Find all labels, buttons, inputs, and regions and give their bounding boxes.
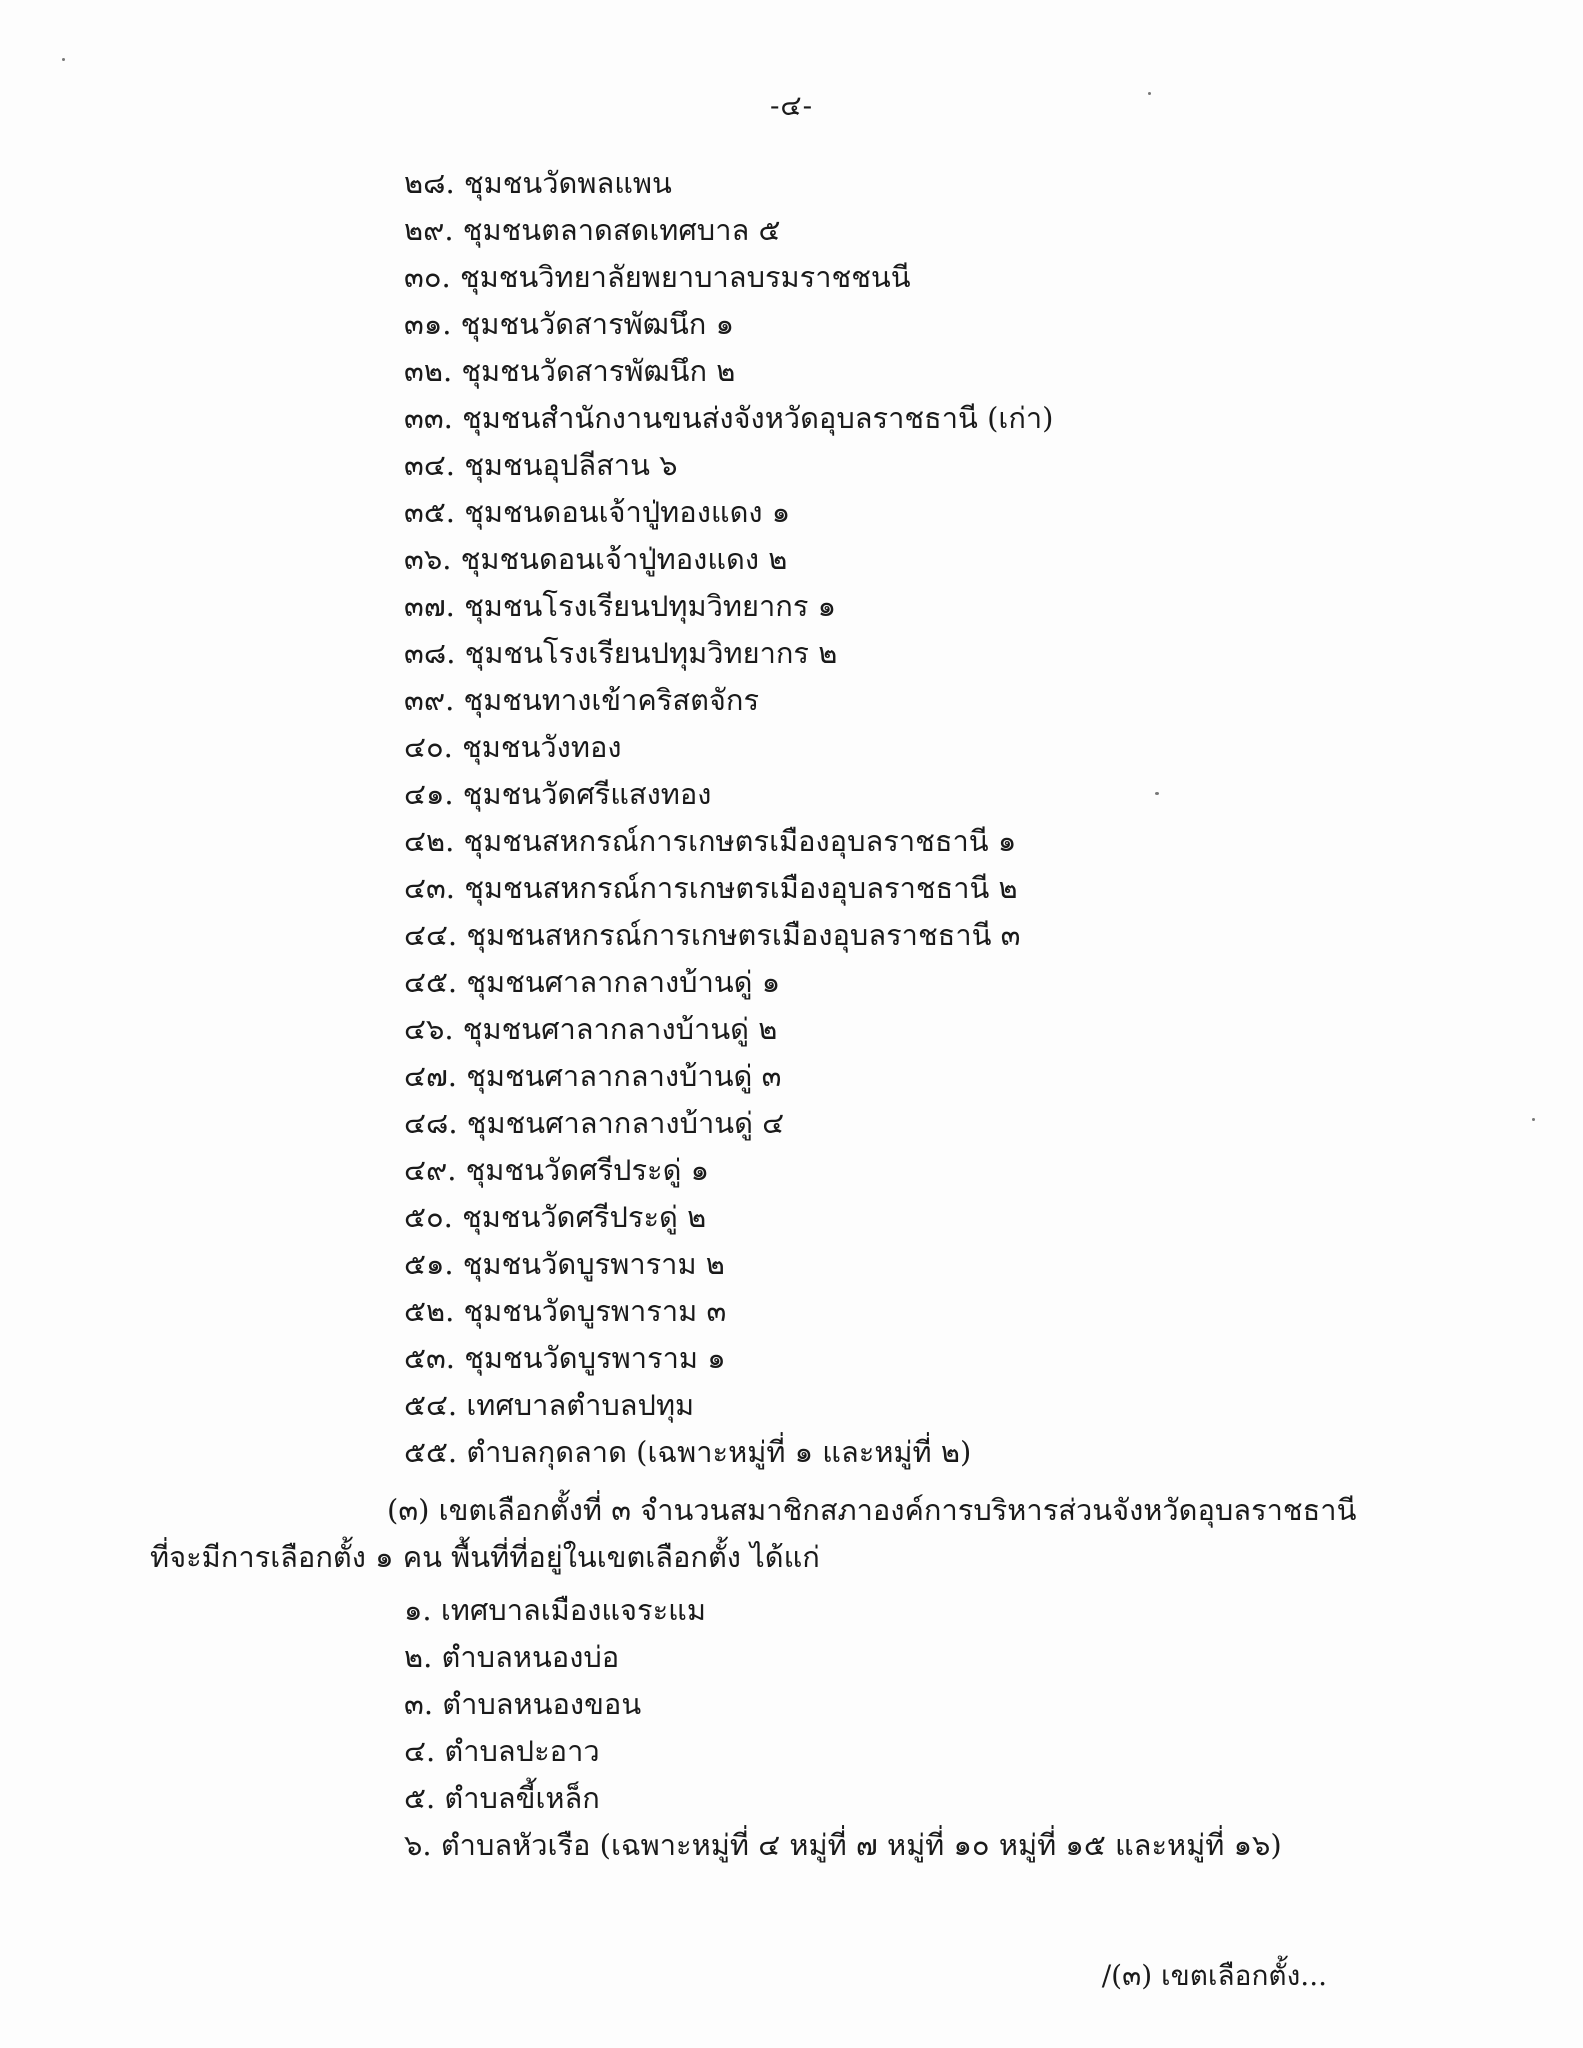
- scan-speck: [1155, 792, 1159, 795]
- list-item: ๕๐. ชุมชนวัดศรีประดู่ ๒: [404, 1200, 707, 1234]
- community-list: [404, 160, 1053, 1476]
- list-item: ๔๓. ชุมชนสหกรณ์การเกษตรเมืองอุบลราชธานี ๒: [404, 871, 1018, 905]
- list-item: ๓๖. ชุมชนดอนเจ้าปู่ทองแดง ๒: [404, 542, 788, 576]
- list-item: ๕. ตำบลขี้เหล็ก: [404, 1781, 600, 1815]
- list-item: ๑. เทศบาลเมืองแจระแม: [404, 1593, 706, 1627]
- list-item: ๓๗. ชุมชนโรงเรียนปทุมวิทยากร ๑: [404, 589, 837, 623]
- list-item: ๖. ตำบลหัวเรือ (เฉพาะหมู่ที่ ๔ หมู่ที่ ๗ หมู่ที่ ๑๐ หมู่ที่ ๑๕ และหมู่ที่ ๑๖): [404, 1828, 1282, 1862]
- list-item: ๓๐. ชุมชนวิทยาลัยพยาบาลบรมราชชนนี: [404, 260, 911, 294]
- list-item: ๔๔. ชุมชนสหกรณ์การเกษตรเมืองอุบลราชธานี ๓: [404, 918, 1021, 952]
- list-item: ๕๒. ชุมชนวัดบูรพาราม ๓: [404, 1294, 727, 1328]
- list-item: ๔๐. ชุมชนวังทอง: [404, 730, 622, 764]
- list-item: ๕๓. ชุมชนวัดบูรพาราม ๑: [404, 1341, 726, 1375]
- list-item: ๓๕. ชุมชนดอนเจ้าปู่ทองแดง ๑: [404, 495, 791, 529]
- scan-speck: [62, 58, 65, 61]
- list-item: ๕๑. ชุมชนวัดบูรพาราม ๒: [404, 1247, 725, 1281]
- list-item: ๔๒. ชุมชนสหกรณ์การเกษตรเมืองอุบลราชธานี ๑: [404, 824, 1017, 858]
- list-item: ๔. ตำบลปะอาว: [404, 1734, 600, 1768]
- section3-area-list: [404, 1587, 1282, 1869]
- list-item: ๒๘. ชุมชนวัดพลแพน: [404, 166, 672, 200]
- list-item: ๓๒. ชุมชนวัดสารพัฒนึก ๒: [404, 354, 736, 388]
- list-item: ๓๑. ชุมชนวัดสารพัฒนึก ๑: [404, 307, 734, 341]
- list-item: ๕๕. ตำบลกุดลาด (เฉพาะหมู่ที่ ๑ และหมู่ที่ ๒): [404, 1435, 972, 1469]
- list-item: ๔๗. ชุมชนศาลากลางบ้านดู่ ๓: [404, 1059, 782, 1093]
- list-item: ๓๙. ชุมชนทางเข้าคริสตจักร: [404, 683, 760, 717]
- list-item: ๔๕. ชุมชนศาลากลางบ้านดู่ ๑: [404, 965, 781, 999]
- section3-heading-cont: ที่จะมีการเลือกตั้ง ๑ คน พื้นที่ที่อยู่ในเขตเลือกตั้ง ได้แก่: [150, 1540, 820, 1574]
- list-item: ๔๙. ชุมชนวัดศรีประดู่ ๑: [404, 1153, 710, 1187]
- list-item: ๒. ตำบลหนองบ่อ: [404, 1640, 620, 1674]
- list-item: ๕๔. เทศบาลตำบลปทุม: [404, 1388, 695, 1422]
- section3-heading: (๓) เขตเลือกตั้งที่ ๓ จำนวนสมาชิกสภาองค์การบริหารส่วนจังหวัดอุบลราชธานี: [387, 1493, 1357, 1527]
- list-item: ๔๘. ชุมชนศาลากลางบ้านดู่ ๔: [404, 1106, 785, 1140]
- scan-speck: [1532, 1118, 1535, 1121]
- page-number: -๔-: [769, 89, 814, 122]
- list-item: ๔๖. ชุมชนศาลากลางบ้านดู่ ๒: [404, 1012, 778, 1046]
- continuation-reference: /(๓) เขตเลือกตั้ง...: [1101, 1959, 1327, 1992]
- list-item: ๓. ตำบลหนองขอน: [404, 1687, 642, 1721]
- list-item: ๓๔. ชุมชนอุปลีสาน ๖: [404, 448, 678, 482]
- list-item: ๒๙. ชุมชนตลาดสดเทศบาล ๕: [404, 213, 781, 247]
- list-item: ๓๘. ชุมชนโรงเรียนปทุมวิทยากร ๒: [404, 636, 838, 670]
- list-item: ๓๓. ชุมชนสำนักงานขนส่งจังหวัดอุบลราชธานี (เก่า): [404, 401, 1054, 435]
- list-item: ๔๑. ชุมชนวัดศรีแสงทอง: [404, 777, 712, 811]
